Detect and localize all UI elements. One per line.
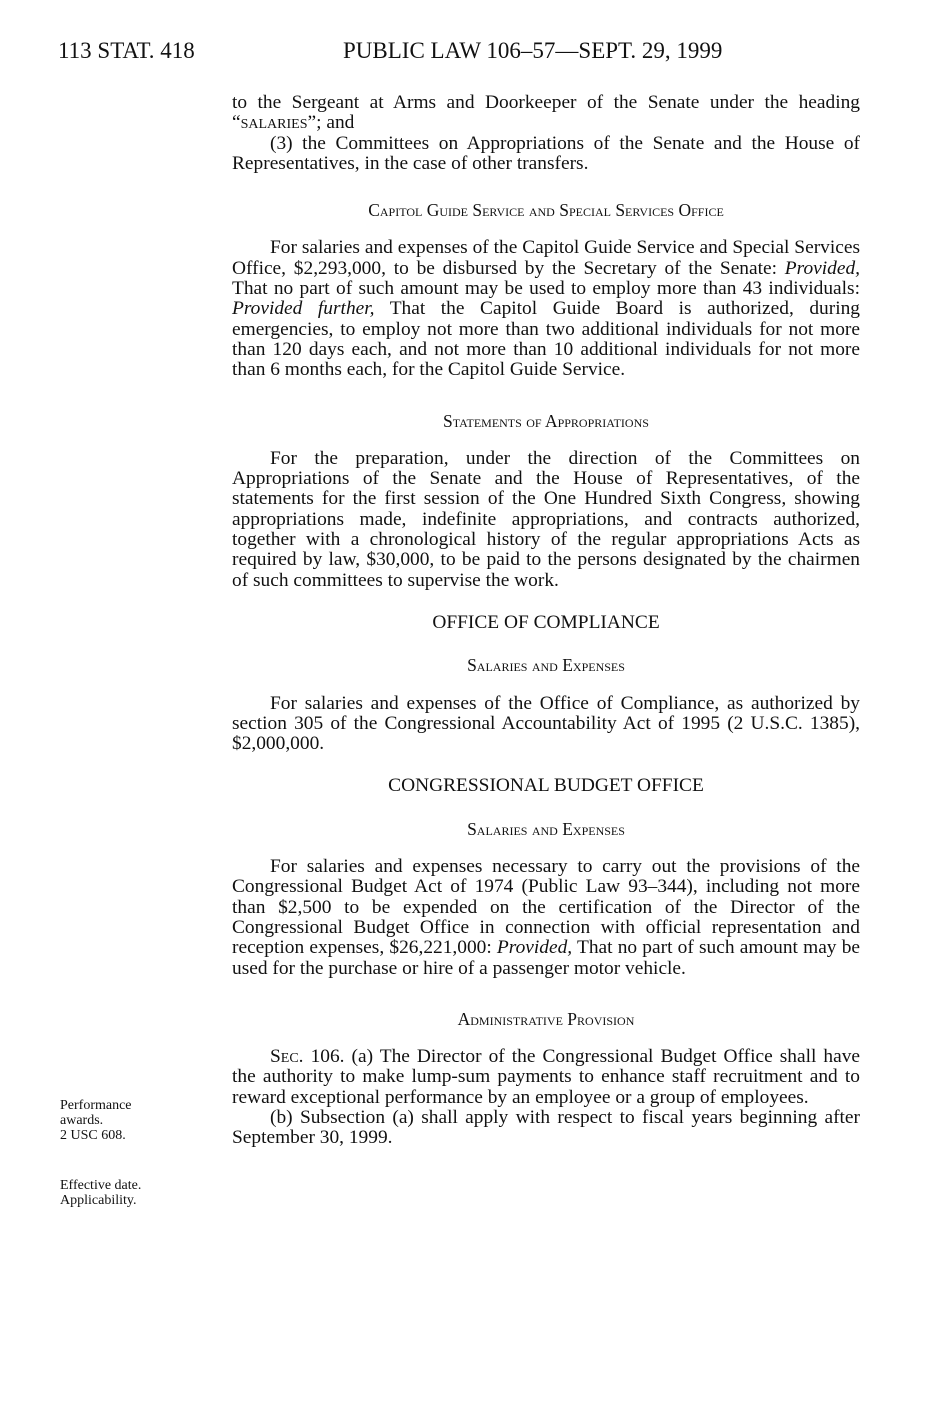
capitol-guide-paragraph: For salaries and expenses of the Capitol Guide Service and Special Services Office, $2,293,000, to be disbursed by the Secretary of the Senate: Provided, That no part of such amount may be used to employ more than 43 individuals: Provided further, That the Capitol Guide Board is authorized, during emergencies, to employ not more than two additional individuals for not more than 120 days each, and not more than 10 additional individuals for not more than 6 months each, for the Capitol Guide Service.: [232, 237, 860, 381]
continuation-paragraph: to the Sergeant at Arms and Doorkeeper of the Senate under the heading “salaries”; and: [232, 92, 860, 134]
margin-note-effective-date: Effective date. Applicability.: [60, 1178, 142, 1208]
public-law-citation: PUBLIC LAW 106–57—SEPT. 29, 1999: [343, 38, 723, 63]
compliance-paragraph: For salaries and expenses of the Office of Compliance, as authorized by section 305 of the Congressional Accountability Act of 1995 (2 U.S.C. 1385), $2,000,000.: [232, 692, 860, 755]
cbo-paragraph: For salaries and expenses necessary to carry out the provisions of the Congressional Budget Act of 1974 (Public Law 93–344), including not more than $2,500 to be expended on the certification of the Director of the Congressional Budget Office in connection with official representation and reception expenses, $26,221,000: Provided, That no part of such amount may be used for the purchase or hire of a passenger motor vehicle.: [232, 856, 860, 979]
section-106-b: (b) Subsection (a) shall apply with respect to fiscal years beginning after September 30, 1999.: [232, 1106, 860, 1149]
compliance-title: OFFICE OF COMPLIANCE: [432, 611, 660, 633]
stat-page-number: 113 STAT. 418: [58, 38, 195, 63]
administrative-provision-heading: Administrative Provision: [457, 1008, 635, 1029]
margin-note-performance-awards: Performance awards. 2 USC 608.: [60, 1098, 132, 1143]
running-header: [58, 38, 758, 70]
item-3: (3) the Committees on Appropriations of the Senate and the House of Representatives, in the case of other transfers.: [232, 132, 860, 174]
capitol-guide-heading: Capitol Guide Service and Special Services Office: [368, 200, 724, 221]
compliance-heading: Salaries and Expenses: [467, 655, 625, 676]
cbo-title: CONGRESSIONAL BUDGET OFFICE: [388, 775, 704, 797]
section-106-a: Sec. 106. (a) The Director of the Congressional Budget Office shall have the authority to make lump-sum payments to enhance staff recruitment and to reward exceptional performance by an employee or a group of employees.: [232, 1046, 860, 1108]
statements-heading: Statements of Appropriations: [443, 410, 649, 431]
statements-paragraph: For the preparation, under the direction of the Committees on Appropriations of the Senate and the House of Representatives, of the statements for the first session of the One Hundred Sixth Congress, showing appropriations made, indefinite appropriations, and contracts authorized, together with a chronological history of the regular appropriations Acts as required by law, $30,000, to be paid to the persons designated by the chairmen of such committees to supervise the work.: [232, 447, 860, 591]
cbo-heading: Salaries and Expenses: [467, 818, 625, 839]
main-text: [232, 93, 860, 1149]
